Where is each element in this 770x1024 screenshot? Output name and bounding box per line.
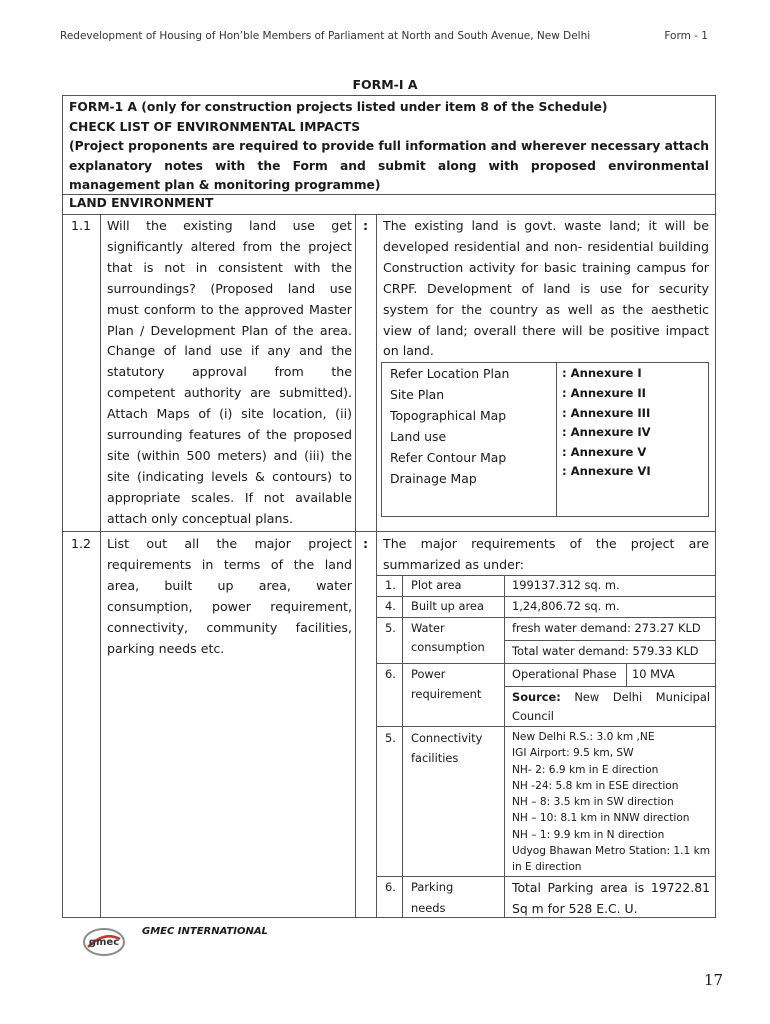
annexure-ref: : Annexure III bbox=[562, 406, 651, 420]
intro-form-scope: FORM-1 A (only for construction projects listed under item 8 of the Schedule) bbox=[69, 100, 608, 114]
annexure-name: Land use bbox=[390, 429, 447, 444]
row-number: 5. bbox=[385, 621, 396, 635]
item-number: 1.2 bbox=[71, 536, 92, 551]
row-number: 6. bbox=[385, 880, 396, 894]
row-label: Water bbox=[411, 621, 445, 635]
checklist-table bbox=[62, 95, 716, 918]
column-divider bbox=[100, 214, 101, 917]
row-value: Total water demand: 579.33 KLD bbox=[512, 644, 699, 658]
item-number: 1.1 bbox=[71, 218, 92, 233]
row-label: Connectivity bbox=[411, 731, 483, 745]
annexure-ref: : Annexure VI bbox=[562, 464, 651, 478]
footer-company: GMEC INTERNATIONAL bbox=[142, 926, 268, 937]
item-colon: : bbox=[363, 536, 369, 551]
annexure-ref: : Annexure IV bbox=[562, 425, 651, 439]
power-source bbox=[512, 688, 710, 726]
annexure-name: Topographical Map bbox=[390, 408, 507, 423]
annexure-ref: : Annexure I bbox=[562, 366, 642, 380]
annexure-name: Refer Contour Map bbox=[390, 450, 507, 465]
item-answer-intro: The major requirements of the project are summarized as under: bbox=[383, 536, 709, 572]
requirements-col-line bbox=[504, 575, 505, 917]
item-question: Will the existing land use get significantly altered from the project that is not in consistent with the surroundings? (Proposed land use must conform to the approved Master Plan / Development Plan of the area. Change of land use if any and the statutory approval from the competent authority are submitted). Attach Maps of (i) site location, (ii) surrounding features of the proposed site (within 500 meters) and (iii) the site (indicating levels & contours) to appropriate scales. If not available attach only conceptual plans. bbox=[107, 218, 352, 526]
form-title: FORM-I A bbox=[352, 77, 418, 92]
row-label: Power bbox=[411, 667, 446, 681]
requirements-col-line bbox=[626, 663, 627, 686]
row-value: 10 MVA bbox=[632, 667, 675, 681]
item-colon: : bbox=[363, 218, 369, 233]
row-value: 1,24,806.72 sq. m. bbox=[512, 599, 620, 613]
page-number: 17 bbox=[704, 971, 724, 989]
item-question: List out all the major project requirements in terms of the land area, built up area, water consumption, power requirement, connectivity, community facilities, parking needs etc. bbox=[107, 536, 352, 656]
gmec-logo-icon bbox=[82, 927, 126, 957]
annexure-name: Site Plan bbox=[390, 387, 445, 402]
row-label: consumption bbox=[411, 640, 485, 654]
intro-instructions: (Project proponents are required to provide full information and wherever necessary attach explanatory notes with the Form and submit along with proposed environmental management plan & monitoring programme) bbox=[69, 139, 709, 193]
divider-line bbox=[63, 194, 715, 195]
running-header-title: Redevelopment of Housing of Hon’ble Members of Parliament at North and South Avenue, New Delhi bbox=[60, 30, 591, 42]
row-number: 6. bbox=[385, 667, 396, 681]
column-divider bbox=[355, 214, 356, 917]
annexure-list bbox=[381, 362, 709, 517]
running-header-form-label: Form - 1 bbox=[664, 30, 708, 42]
connectivity-list bbox=[512, 729, 712, 876]
row-number: 5. bbox=[385, 731, 396, 745]
logo-text: gmec bbox=[88, 937, 120, 948]
connectivity-item: NH – 10: 8.1 km in NNW direction bbox=[512, 812, 690, 825]
requirements-row-line bbox=[504, 640, 715, 641]
connectivity-item: NH – 8: 3.5 km in SW direction bbox=[512, 796, 674, 809]
section-heading: LAND ENVIRONMENT bbox=[69, 196, 214, 210]
requirements-row-line bbox=[376, 617, 715, 618]
row-label: Parking bbox=[411, 880, 454, 894]
connectivity-item: IGI Airport: 9.5 km, SW bbox=[512, 747, 634, 760]
row-value: fresh water demand: 273.27 KLD bbox=[512, 621, 701, 635]
connectivity-item: NH – 1: 9.9 km in N direction bbox=[512, 828, 665, 841]
connectivity-item: Udyog Bhawan Metro Station: 1.1 km in E direction bbox=[512, 845, 711, 874]
row-value: 199137.312 sq. m. bbox=[512, 578, 620, 592]
power-source-value: New Delhi Municipal Council bbox=[512, 690, 711, 723]
power-source-label: Source: bbox=[512, 690, 561, 704]
item-answer: The existing land is govt. waste land; it will be developed residential and non- residential building Construction activity for basic training campus for CRPF. Development of land is use for security system for the country as well as the aesthetic view of land; overall there will be positive impact on land. bbox=[383, 218, 709, 359]
column-divider bbox=[376, 214, 377, 917]
annexure-divider bbox=[556, 363, 557, 516]
requirements-row-line bbox=[504, 686, 715, 687]
requirements-row-line bbox=[376, 663, 715, 664]
intro-checklist-title: CHECK LIST OF ENVIRONMENTAL IMPACTS bbox=[69, 119, 361, 134]
connectivity-item: NH- 2: 6.9 km in E direction bbox=[512, 763, 659, 776]
intro-block bbox=[69, 98, 709, 196]
row-label: Plot area bbox=[411, 578, 462, 592]
row-number: 4. bbox=[385, 599, 396, 613]
requirements-col-line bbox=[402, 575, 403, 917]
row-label: facilities bbox=[411, 751, 459, 765]
row-label: needs bbox=[411, 901, 446, 915]
connectivity-item: NH -24: 5.8 km in ESE direction bbox=[512, 779, 679, 792]
row-number: 1. bbox=[385, 578, 396, 592]
row-value: Operational Phase bbox=[512, 667, 617, 681]
annexure-name: Refer Location Plan bbox=[390, 366, 510, 381]
annexure-ref: : Annexure II bbox=[562, 386, 646, 400]
connectivity-item: New Delhi R.S.: 3.0 km ,NE bbox=[512, 731, 655, 743]
row-label: requirement bbox=[411, 687, 482, 701]
row-label: Built up area bbox=[411, 599, 484, 613]
requirements-row-line bbox=[376, 726, 715, 727]
annexure-ref: : Annexure V bbox=[562, 445, 647, 459]
divider-line bbox=[63, 531, 715, 532]
row-value: Total Parking area is 19722.81 Sq m for 528 E.C. U. bbox=[512, 880, 710, 916]
divider-line bbox=[63, 214, 715, 215]
annexure-name: Drainage Map bbox=[390, 471, 477, 486]
